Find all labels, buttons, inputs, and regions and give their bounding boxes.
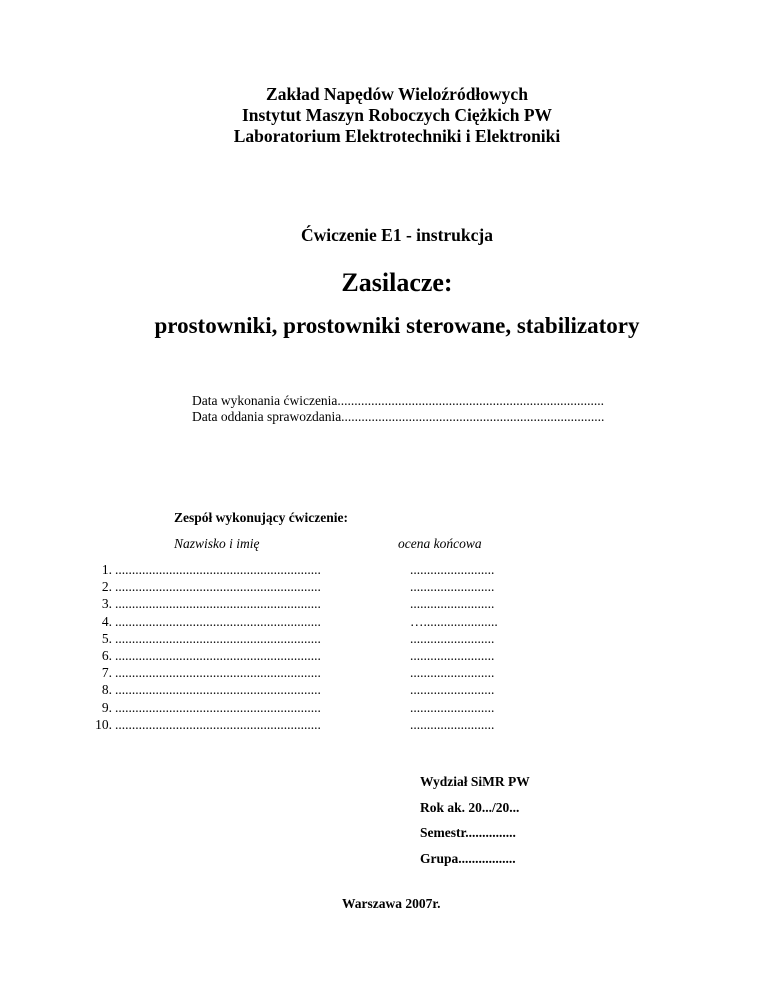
member-grade-field: …...................... (410, 613, 498, 629)
member-number: 5. (101, 630, 112, 646)
submission-date-field: Data oddania sprawozdania.............................................................................. (192, 409, 605, 424)
semester-field: Semestr............... (420, 825, 516, 840)
member-name-field: ............................................................. (115, 613, 321, 629)
faculty-name: Wydział SiMR PW (420, 774, 530, 789)
member-name-field: ............................................................. (115, 665, 321, 681)
name-column-header: Nazwisko i imię (174, 536, 260, 551)
member-number: 7. (101, 665, 112, 681)
member-grade-field: ......................... (410, 579, 495, 595)
grade-column-header: ocena końcowa (398, 536, 482, 551)
exercise-label: Ćwiczenie E1 - instrukcja (301, 225, 493, 245)
member-grade-field: ......................... (410, 562, 495, 577)
member-number: 3. (101, 596, 112, 612)
member-name-field: ............................................................. (115, 699, 321, 715)
academic-year: Rok ak. 20.../20... (420, 799, 520, 815)
department-name: Zakład Napędów Wieloźródłowych (266, 84, 528, 104)
member-grade-field: ......................... (410, 647, 495, 663)
member-grade-field: ......................... (410, 682, 495, 698)
group-field: Grupa................. (420, 850, 516, 866)
member-grade-field: ......................... (410, 596, 495, 612)
institution-header (0, 84, 768, 147)
member-name-field: ............................................................. (115, 716, 321, 732)
dates-section (192, 393, 604, 425)
member-number: 4. (101, 613, 112, 629)
institute-name: Instytut Maszyn Roboczych Ciężkich PW (241, 105, 553, 125)
member-name-field: ............................................................. (115, 562, 321, 577)
member-grade-field: ......................... (410, 630, 495, 646)
document-title: Zasilacze: (341, 268, 453, 297)
member-number: 10. (95, 716, 112, 732)
execution-date-field: Data wykonania ćwiczenia............................................................................... (192, 393, 605, 408)
member-grade-field: ......................... (410, 665, 495, 681)
faculty-info (420, 774, 530, 876)
place-and-year: Warszawa 2007r. (342, 896, 441, 911)
member-name-field: ............................................................. (115, 579, 321, 595)
member-number: 9. (101, 699, 112, 715)
member-number: 1. (101, 562, 112, 577)
member-grade-field: ......................... (410, 699, 495, 715)
member-name-field: ............................................................. (115, 596, 321, 612)
laboratory-name: Laboratorium Elektrotechniki i Elektroniki (233, 126, 561, 146)
member-number: 2. (101, 579, 112, 595)
member-number: 6. (101, 647, 112, 663)
document-subtitle: prostowniki, prostowniki sterowane, stabilizatory (154, 313, 640, 338)
member-name-field: ............................................................. (115, 682, 321, 698)
member-number: 8. (101, 682, 112, 698)
member-grade-field: ......................... (410, 716, 495, 732)
team-title: Zespół wykonujący ćwiczenie: (174, 510, 348, 525)
member-name-field: ............................................................. (115, 630, 321, 646)
member-name-field: ............................................................. (115, 647, 321, 663)
